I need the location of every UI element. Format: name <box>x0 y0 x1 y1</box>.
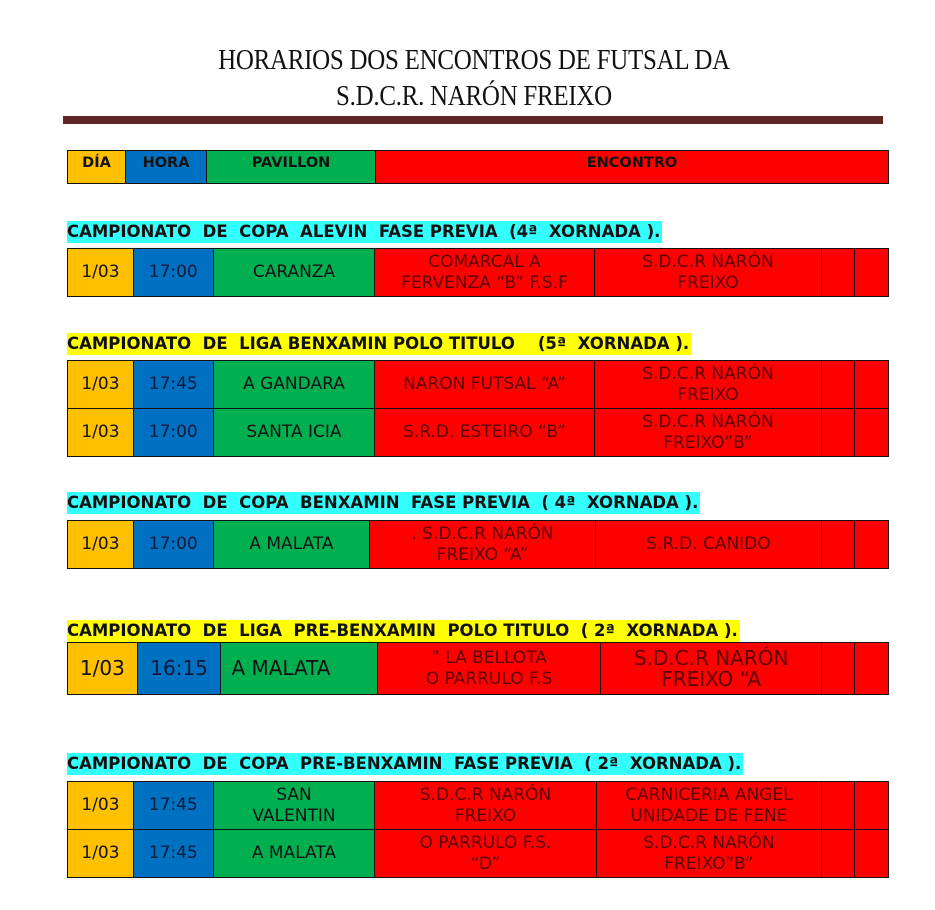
empty-cell <box>822 521 855 568</box>
page-title-line-1: HORARIOS DOS ENCONTROS DE FUTSAL DA <box>218 44 730 76</box>
match-dia: 1/03 <box>68 249 134 296</box>
empty-cell <box>822 249 855 296</box>
match-row <box>68 249 888 297</box>
match-dia: 1/03 <box>68 521 134 568</box>
empty-cell <box>855 249 888 296</box>
empty-cell <box>822 782 855 829</box>
match-visiting-team: S.D.C.R NARÓN FREIXO <box>595 361 822 408</box>
header-encontro: ENCONTRO <box>376 151 888 183</box>
match-row <box>68 521 888 569</box>
match-visiting-team: S.D.C.R NARÓN FREIXO <box>595 249 822 296</box>
match-local-team: O PARRULO F.S. “D” <box>375 830 596 877</box>
match-local-team: S.D.C.R NARÓN FREIXO <box>375 782 596 829</box>
match-local-team: ” LA BELLOTA O PARRULO F.S <box>378 643 601 694</box>
match-hora: 17:00 <box>134 521 214 568</box>
title-divider <box>63 116 883 124</box>
match-local-team: . S.D.C.R NARÓN FREIXO “A” <box>370 521 595 568</box>
match-table <box>67 360 889 457</box>
match-dia: 1/03 <box>68 361 134 408</box>
empty-cell <box>822 361 855 408</box>
header-pavillon: PAVILLON <box>207 151 376 183</box>
empty-cell <box>822 409 855 456</box>
match-pavillon: A MALATA <box>214 521 371 568</box>
match-table <box>67 520 889 569</box>
match-hora: 17:45 <box>134 782 214 829</box>
match-local-team: S.R.D. ESTEIRO “B” <box>375 409 594 456</box>
match-local-team: COMARCAL A FERVENZA “B” F.S.F <box>375 249 594 296</box>
match-row <box>68 361 888 409</box>
match-row <box>68 643 888 695</box>
match-row <box>68 830 888 878</box>
match-visiting-team: S.R.D. CANIDO <box>596 521 822 568</box>
match-table <box>67 642 889 695</box>
empty-cell <box>855 409 888 456</box>
match-dia: 1/03 <box>68 830 134 877</box>
match-pavillon: SANTA ICIA <box>214 409 376 456</box>
section-title: CAMPIONATO DE COPA BENXAMIN FASE PREVIA ( 4ª XORNADA ). <box>67 493 699 512</box>
section-title: CAMPIONATO DE LIGA PRE-BENXAMIN POLO TITULO ( 2ª XORNADA ). <box>67 621 738 640</box>
match-pavillon: SAN VALENTIN <box>214 782 376 829</box>
match-table <box>67 781 889 878</box>
match-pavillon: A MALATA <box>214 830 376 877</box>
match-table <box>67 248 889 297</box>
empty-cell <box>855 830 888 877</box>
match-pavillon: A MALATA <box>221 643 377 694</box>
match-row <box>68 409 888 457</box>
match-pavillon: A GANDARA <box>214 361 376 408</box>
empty-cell <box>822 643 855 694</box>
match-row <box>68 782 888 830</box>
empty-cell <box>822 830 855 877</box>
page-title-line-2: S.D.C.R. NARÓN FREIXO <box>336 80 612 112</box>
match-dia: 1/03 <box>68 409 134 456</box>
match-hora: 16:15 <box>138 643 222 694</box>
match-visiting-team: S.D.C.R NARÓN FREIXO”B” <box>595 409 822 456</box>
header-hora: HORA <box>126 151 207 183</box>
match-hora: 17:00 <box>134 249 214 296</box>
match-pavillon: CARANZA <box>214 249 376 296</box>
empty-cell <box>855 782 888 829</box>
match-hora: 17:00 <box>134 409 214 456</box>
section-title: CAMPIONATO DE COPA PRE-BENXAMIN FASE PREVIA ( 2ª XORNADA ). <box>67 754 742 773</box>
match-visiting-team: S.D.C.R NARÓN FREIXO “A <box>601 643 822 694</box>
empty-cell <box>855 361 888 408</box>
match-visiting-team: CARNICERIA ANGEL UNIDADE DE FENE <box>597 782 822 829</box>
match-local-team: NARON FUTSAL “A” <box>375 361 594 408</box>
section-title: CAMPIONATO DE LIGA BENXAMIN POLO TITULO (5ª XORNADA ). <box>67 334 690 353</box>
empty-cell <box>855 521 888 568</box>
header-dia: DÍA <box>68 151 126 183</box>
match-dia: 1/03 <box>68 643 138 694</box>
empty-cell <box>855 643 888 694</box>
schedule-header <box>67 150 889 184</box>
match-hora: 17:45 <box>134 830 214 877</box>
section-title: CAMPIONATO DE COPA ALEVIN FASE PREVIA (4ª XORNADA ). <box>67 222 661 241</box>
match-visiting-team: S.D.C.R NARÓN FREIXO”B” <box>597 830 822 877</box>
match-dia: 1/03 <box>68 782 134 829</box>
match-hora: 17:45 <box>134 361 214 408</box>
